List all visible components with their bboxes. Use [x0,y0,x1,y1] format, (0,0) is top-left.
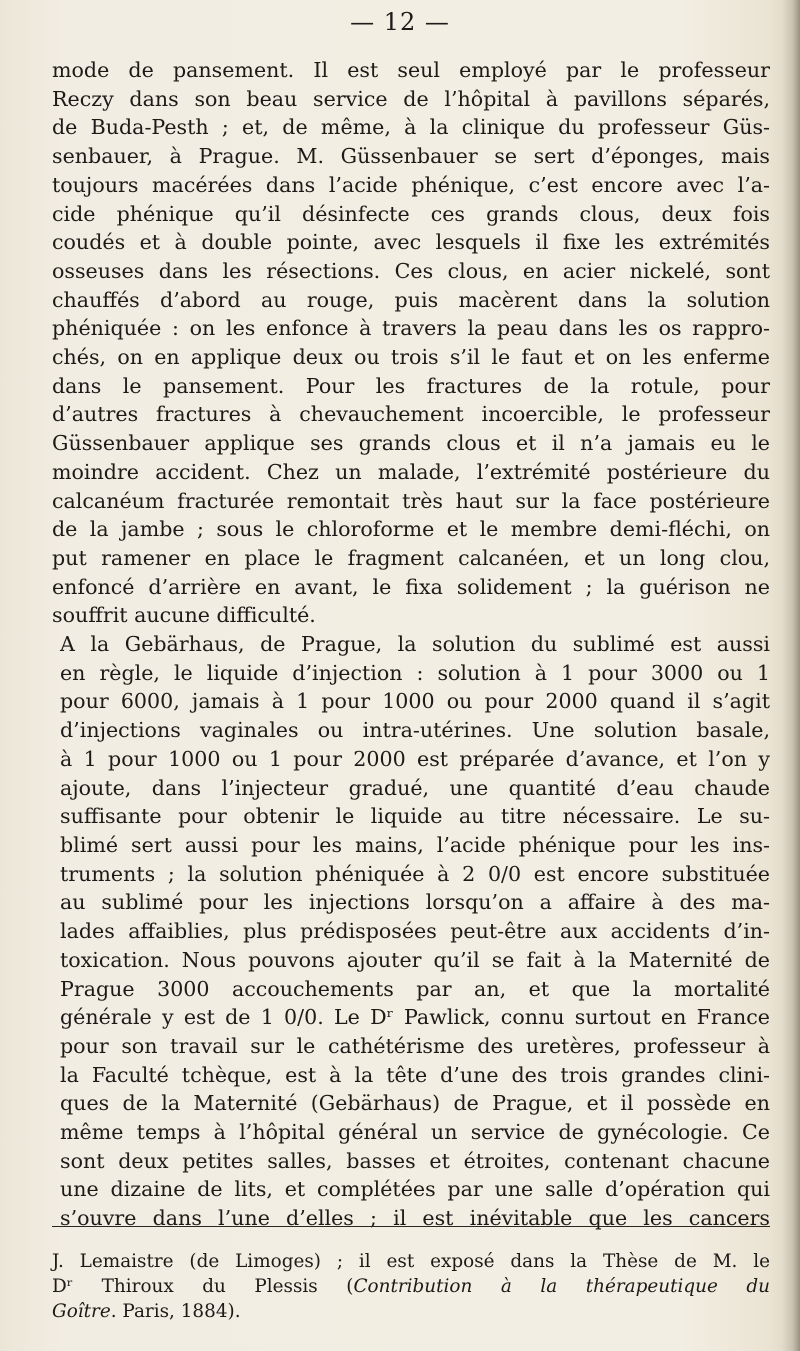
text-line: en règle, le liquide d’injection : solution à 1 pour 3000 ou 1 [60,660,770,685]
text-line: générale y est de 1 0/0. Le Dʳ Pawlick, connu surtout en France [60,1005,770,1030]
text-line: cide phénique qu’il désinfecte ces grands clous, deux fois [52,201,770,226]
text-line: coudés et à double pointe, avec lesquels il fixe les extrémités [52,230,770,255]
text-line: lades affaiblies, plus prédisposées peut-être aux accidents d’in- [60,919,770,944]
page-edge-shadow [782,0,800,1351]
text-line: truments ; la solution phéniquée à 2 0/0 est encore substituée [60,861,770,886]
text-line: senbauer, à Prague. M. Güssenbauer se sert d’éponges, mais [52,144,770,169]
text-line: pour 6000, jamais à 1 pour 1000 ou pour 2000 quand il s’agit [60,689,770,714]
footnote-line [52,1274,770,1299]
text-line: calcanéum fracturée remontait très haut sur la face postérieure [52,488,770,513]
text-line: sont deux petites salles, basses et étroites, contenant chacune [60,1148,770,1173]
footnote-title: Contribution à la thérapeutique du [353,1276,770,1297]
text-line: enfoncé d’arrière en avant, le fixa solidement ; la guérison ne [52,574,770,599]
main-text [52,56,770,1233]
page-number: — 12 — [350,8,450,36]
text-line: ajoute, dans l’injecteur gradué, une quantité d’eau chaude [60,775,770,800]
text-line: de la jambe ; sous le chloroforme et le membre demi-fléchi, on [52,517,770,542]
text-line: dans le pansement. Pour les fractures de la rotule, pour [52,373,770,398]
footnote-text: Dʳ Thiroux du Plessis ( [52,1276,354,1297]
text-line: phéniquée : on les enfonce à travers la peau dans les os rappro- [52,316,770,341]
text-line: mode de pansement. Il est seul employé par le professeur [52,58,770,82]
text-line: souffrit aucune difficulté. [52,603,316,628]
text-line: même temps à l’hôpital général un service de gynécologie. Ce [60,1120,770,1145]
footnote-title: Goître [52,1301,111,1322]
text-line: osseuses dans les résections. Ces clous, en acier nickelé, sont [52,258,770,283]
text-line: suffisante pour obtenir le liquide au titre nécessaire. Le su- [60,804,770,829]
text-line: Güssenbauer applique ses grands clous et il n’a jamais eu le [52,431,770,456]
footnote [52,1249,770,1324]
footnote-text: . Paris, 1884). [110,1301,241,1322]
text-line: moindre accident. Chez un malade, l’extrémité postérieure du [52,459,770,484]
text-line: A la Gebärhaus, de Prague, la solution du sublimé est aussi [60,632,770,657]
paragraph-1 [52,56,770,630]
paragraph-2 [52,630,770,1233]
text-line: au sublimé pour les injections lorsqu’on a affaire à des ma- [60,890,770,915]
text-line: blimé sert aussi pour les mains, l’acide phénique pour les ins- [60,832,770,857]
text-line: d’injections vaginales ou intra-utérines. Une solution basale, [60,718,770,743]
text-line: toxication. Nous pouvons ajouter qu’il se fait à la Maternité de [60,947,770,972]
footnote-line [52,1299,770,1324]
text-line: pour son travail sur le cathétérisme des uretères, professeur à [60,1033,770,1058]
text-line: d’autres fractures à chevauchement incoercible, le professeur [52,402,770,427]
text-line: la Faculté tchèque, est à la tête d’une des trois grandes clini- [60,1062,770,1087]
text-line: une dizaine de lits, et complétées par une salle d’opération qui [60,1177,770,1202]
text-line: chés, on en applique deux ou trois s’il le faut et on les enferme [52,345,770,370]
text-line: chauffés d’abord au rouge, puis macèrent dans la solution [52,287,770,312]
footnote-line: J. Lemaistre (de Limoges) ; il est exposé dans la Thèse de M. le [52,1251,770,1272]
footnote-divider [52,1226,770,1227]
text-line: de Buda-Pesth ; et, de même, à la clinique du professeur Güs- [52,115,770,140]
text-line: ques de la Maternité (Gebärhaus) de Prague, et il possède en [60,1091,770,1116]
text-line: Reczy dans son beau service de l’hôpital à pavillons séparés, [52,86,770,111]
text-line: à 1 pour 1000 ou 1 pour 2000 est préparée d’avance, et l’on y [60,746,770,771]
text-line: s’ouvre dans l’une d’elles ; il est inévitable que les cancers [60,1206,770,1231]
text-line: Prague 3000 accouchements par an, et que la mortalité [60,976,770,1001]
text-line: toujours macérées dans l’acide phénique, c’est encore avec l’a- [52,172,770,197]
text-line: put ramener en place le fragment calcanéen, et un long clou, [52,545,770,570]
